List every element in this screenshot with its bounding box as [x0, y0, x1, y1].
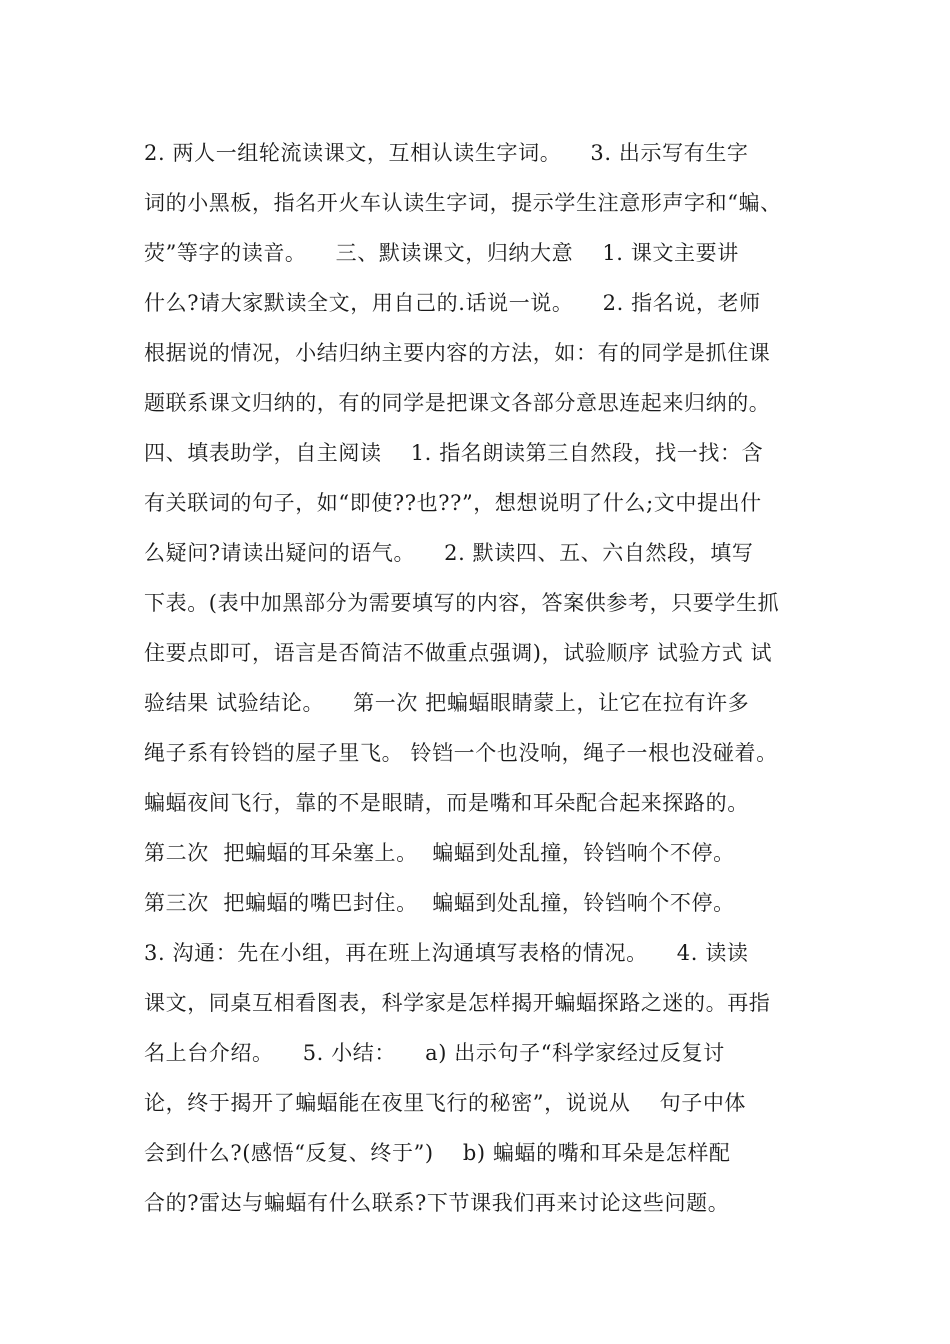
text-line: 3. 沟通：先在小组，再在班上沟通填写表格的情况。 4. 读读	[144, 941, 749, 965]
text-line: 绳子系有铃铛的屋子里飞。 铃铛一个也没响，绳子一根也没碰着。	[144, 741, 778, 765]
text-line: 蝙蝠夜间飞行，靠的不是眼睛，而是嘴和耳朵配合起来探路的。	[144, 791, 749, 815]
text-line: 第二次 把蝙蝠的耳朵塞上。 蝙蝠到处乱撞，铃铛响个不停。	[144, 841, 735, 865]
text-line: 根据说的情况，小结归纳主要内容的方法，如：有的同学是抓住课	[144, 341, 771, 365]
text-line: 么疑问?请读出疑问的语气。 2. 默读四、五、六自然段，填写	[144, 541, 754, 565]
text-line: 合的?雷达与蝙蝠有什么联系?下节课我们再来讨论这些问题。	[144, 1191, 730, 1215]
text-line: 第三次 把蝙蝠的嘴巴封住。 蝙蝠到处乱撞，铃铛响个不停。	[144, 891, 735, 915]
text-line: 题联系课文归纳的，有的同学是把课文各部分意思连起来归纳的。	[144, 391, 771, 415]
body-text	[144, 128, 824, 1228]
text-line: 词的小黑板，指名开火车认读生字词，提示学生注意形声字和“蝙、	[144, 191, 782, 215]
text-line: 什么?请大家默读全文，用自己的.话说一说。 2. 指名说，老师	[144, 291, 761, 315]
text-line: 荧”等字的读音。 三、默读课文，归纳大意 1. 课文主要讲	[144, 241, 739, 265]
text-line: 四、填表助学，自主阅读 1. 指名朗读第三自然段，找一找：含	[144, 441, 764, 465]
text-line: 下表。(表中加黑部分为需要填写的内容，答案供参考，只要学生抓	[144, 591, 780, 615]
text-line: 验结果 试验结论。 第一次 把蝙蝠眼睛蒙上，让它在拉有许多	[144, 691, 750, 715]
text-line: 课文，同桌互相看图表，科学家是怎样揭开蝙蝠探路之迷的。再指	[144, 991, 771, 1015]
text-line: 2. 两人一组轮流读课文，互相认读生字词。 3. 出示写有生字	[144, 141, 749, 165]
text-line: 名上台介绍。 5. 小结： a) 出示句子“科学家经过反复讨	[144, 1041, 725, 1065]
text-line: 有关联词的句子，如“即使??也??”，想想说明了什么;文中提出什	[144, 491, 762, 515]
text-line: 论，终于揭开了蝙蝠能在夜里飞行的秘密”，说说从 句子中体	[144, 1091, 747, 1115]
text-line: 会到什么?(感悟“反复、终于”) b) 蝙蝠的嘴和耳朵是怎样配	[144, 1141, 731, 1165]
text-line: 住要点即可，语言是否简洁不做重点强调)，试验顺序 试验方式 试	[144, 641, 773, 665]
